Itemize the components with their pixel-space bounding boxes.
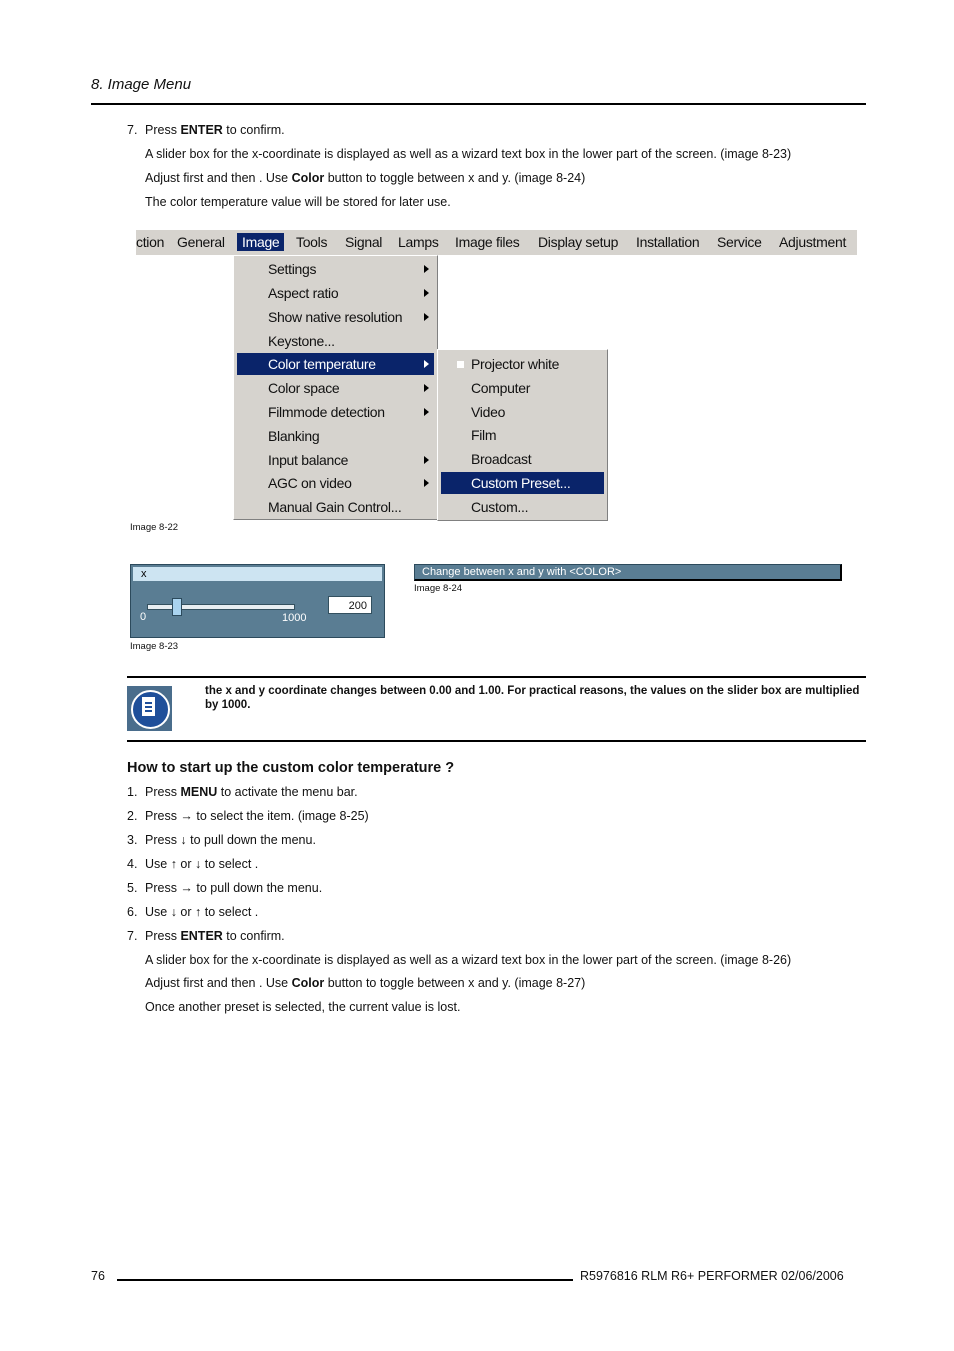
submenu-item-video[interactable]: Video bbox=[471, 404, 506, 420]
menu-item-color-temperature[interactable]: Color temperature bbox=[237, 353, 434, 375]
submenu-arrow-icon bbox=[424, 408, 429, 416]
caption-image-8-23: Image 8-23 bbox=[130, 641, 179, 652]
note-text: the x and y coordinate changes between 0.00 and 1.00. For practical reasons, the values on the slider box are multiplied by 1000. bbox=[205, 685, 860, 711]
stored-note: The color temperature value will be stored for later use. bbox=[145, 195, 451, 209]
submenu-item-custom[interactable]: Custom... bbox=[471, 499, 529, 515]
submenu-item-broadcast[interactable]: Broadcast bbox=[471, 451, 532, 467]
step-3: 3. Press ↓ to pull down the menu. bbox=[127, 833, 316, 847]
caption-image-8-24: Image 8-24 bbox=[414, 583, 463, 594]
slider-min-label: 0 bbox=[140, 611, 147, 623]
menubar-item-action[interactable]: ction bbox=[136, 234, 165, 250]
note-icon bbox=[127, 686, 172, 731]
slider-title-bar: x bbox=[133, 567, 382, 581]
step-6: 6. Use ↓ or ↑ to select . bbox=[127, 905, 259, 919]
submenu-arrow-icon bbox=[424, 313, 429, 321]
menu-item-agc-on-video[interactable]: AGC on video bbox=[237, 472, 434, 494]
menubar-item-service[interactable]: Service bbox=[717, 234, 762, 250]
slider-description-2: A slider box for the x-coordinate is displayed as well as a wizard text box in the lower part of the screen. (image 8-26) bbox=[145, 953, 792, 967]
step-5: 5. Press → to pull down the menu. bbox=[127, 881, 323, 895]
submenu-arrow-icon bbox=[424, 265, 429, 273]
submenu-item-projector-white[interactable]: Projector white bbox=[441, 353, 604, 375]
x-slider-box bbox=[130, 564, 385, 638]
submenu-arrow-icon bbox=[424, 289, 429, 297]
menubar-item-image-files[interactable]: Image files bbox=[455, 234, 520, 250]
submenu-arrow-icon bbox=[424, 360, 429, 368]
check-indicator-icon bbox=[457, 361, 464, 368]
menu-item-filmmode-detection[interactable]: Filmmode detection bbox=[237, 401, 434, 423]
page-number: 76 bbox=[91, 1269, 105, 1283]
menu-item-input-balance[interactable]: Input balance bbox=[237, 449, 434, 471]
step-1: 1. Press MENU to activate the menu bar. bbox=[127, 785, 358, 799]
preset-lost-note: Once another preset is selected, the current value is lost. bbox=[145, 1000, 461, 1014]
note-bottom-rule bbox=[127, 740, 866, 742]
step-7-confirm: 7. Press ENTER to confirm. bbox=[127, 123, 285, 137]
submenu-arrow-icon bbox=[424, 384, 429, 392]
note-top-rule bbox=[127, 676, 866, 678]
menu-item-manual-gain-control[interactable]: Manual Gain Control... bbox=[268, 499, 402, 515]
slider-value-field[interactable]: 200 bbox=[328, 596, 372, 614]
footer-doc-info: R5976816 RLM R6+ PERFORMER 02/06/2006 bbox=[580, 1269, 844, 1283]
adjust-instruction: Adjust first and then . Use Color button to toggle between x and y. (image 8-24) bbox=[145, 171, 586, 185]
menubar-item-image[interactable]: Image bbox=[237, 233, 284, 251]
header-rule bbox=[91, 103, 866, 105]
menu-item-keystone[interactable]: Keystone... bbox=[268, 333, 335, 349]
page-header-title: 8. Image Menu bbox=[91, 76, 192, 93]
menubar-item-general[interactable]: General bbox=[177, 234, 225, 250]
submenu-arrow-icon bbox=[424, 479, 429, 487]
document-icon bbox=[142, 697, 155, 716]
submenu-item-custom-preset[interactable]: Custom Preset... bbox=[441, 472, 604, 494]
menu-item-blanking[interactable]: Blanking bbox=[268, 428, 320, 444]
slider-track[interactable] bbox=[147, 604, 295, 610]
submenu-arrow-icon bbox=[424, 456, 429, 464]
caption-image-8-22: Image 8-22 bbox=[130, 522, 179, 533]
step-2: 2. Press → to select the item. (image 8-25) bbox=[127, 809, 369, 823]
step-7: 7. Press ENTER to confirm. bbox=[127, 929, 285, 943]
footer-rule bbox=[117, 1279, 573, 1281]
adjust-instruction-2: Adjust first and then . Use Color button to toggle between x and y. (image 8-27) bbox=[145, 976, 586, 990]
color-temperature-submenu bbox=[437, 349, 608, 521]
menu-item-aspect-ratio[interactable]: Aspect ratio bbox=[237, 282, 434, 304]
menubar-item-lamps[interactable]: Lamps bbox=[398, 234, 439, 250]
slider-thumb[interactable] bbox=[172, 598, 182, 616]
wizard-text-box: Change between x and y with <COLOR> bbox=[414, 564, 842, 581]
menubar-item-installation[interactable]: Installation bbox=[636, 234, 700, 250]
submenu-item-film[interactable]: Film bbox=[471, 427, 497, 443]
slider-description: A slider box for the x-coordinate is displayed as well as a wizard text box in the lower part of the screen. (image 8-23) bbox=[145, 147, 792, 161]
step-4: 4. Use ↑ or ↓ to select . bbox=[127, 857, 259, 871]
menu-item-color-space[interactable]: Color space bbox=[237, 377, 434, 399]
menu-item-show-native-resolution[interactable]: Show native resolution bbox=[237, 306, 434, 328]
slider-max-label: 1000 bbox=[282, 612, 307, 624]
menu-item-settings[interactable]: Settings bbox=[237, 258, 434, 280]
menubar-item-adjustment[interactable]: Adjustment bbox=[779, 234, 847, 250]
menubar-item-signal[interactable]: Signal bbox=[345, 234, 383, 250]
image-dropdown-menu bbox=[233, 255, 438, 520]
menubar-item-tools[interactable]: Tools bbox=[296, 234, 328, 250]
submenu-item-computer[interactable]: Computer bbox=[471, 380, 531, 396]
menubar-item-display-setup[interactable]: Display setup bbox=[538, 234, 619, 250]
section-heading: How to start up the custom color temperature ? bbox=[127, 760, 455, 776]
menu-bar bbox=[136, 230, 857, 255]
